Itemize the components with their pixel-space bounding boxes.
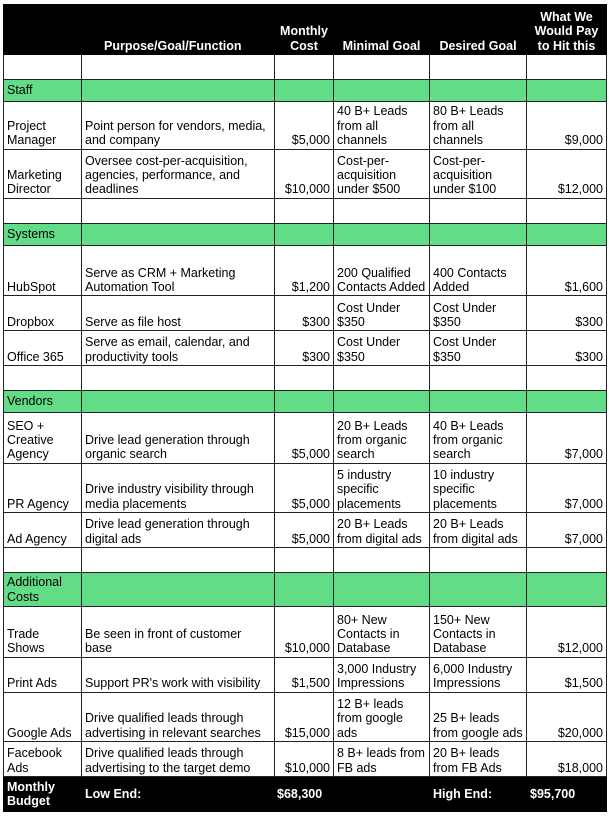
row-desired-goal: 400 Contacts Added — [430, 246, 527, 296]
row-pay-amount: $7,000 — [527, 413, 607, 463]
empty-cell — [334, 366, 430, 391]
empty-cell — [4, 55, 82, 80]
row-monthly-cost: $5,000 — [275, 413, 334, 463]
row-monthly-cost: $5,000 — [275, 463, 334, 512]
section-title: Additional Costs — [4, 572, 82, 607]
empty-cell — [4, 547, 82, 572]
empty-cell — [430, 55, 527, 80]
row-desired-goal: Cost Under $350 — [430, 331, 527, 366]
row-minimal-goal: Cost-per-acquisition under $500 — [334, 149, 430, 198]
footer-low-end-label: Low End: — [82, 776, 275, 811]
row-purpose: Serve as file host — [82, 296, 275, 331]
row-monthly-cost: $5,000 — [275, 102, 334, 149]
empty-cell — [430, 198, 527, 223]
row-desired-goal: 10 industry specific placements — [430, 463, 527, 512]
row-purpose: Drive qualified leads through advertising in relevant searches — [82, 692, 275, 741]
table-row — [4, 657, 607, 692]
spacer-row — [4, 547, 607, 572]
row-pay-amount: $12,000 — [527, 149, 607, 198]
section-fill-cell — [275, 223, 334, 246]
row-minimal-goal: 80+ New Contacts in Database — [334, 607, 430, 657]
empty-cell — [334, 55, 430, 80]
row-monthly-cost: $300 — [275, 331, 334, 366]
section-fill-cell — [527, 572, 607, 607]
row-desired-goal: 20 B+ Leads from digital ads — [430, 513, 527, 548]
section-title: Vendors — [4, 390, 82, 413]
row-desired-goal: 20 B+ leads from FB Ads — [430, 741, 527, 776]
table-body — [4, 55, 607, 812]
row-minimal-goal: 40 B+ Leads from all channels — [334, 102, 430, 149]
section-header-row — [4, 390, 607, 413]
table-row — [4, 413, 607, 463]
empty-cell — [334, 547, 430, 572]
row-purpose: Oversee cost-per-acquisition, agencies, performance, and deadlines — [82, 149, 275, 198]
empty-cell — [275, 547, 334, 572]
row-monthly-cost: $10,000 — [275, 741, 334, 776]
footer-high-end-value: $95,700 — [527, 776, 607, 811]
row-purpose: Be seen in front of customer base — [82, 607, 275, 657]
footer-label: Monthly Budget — [4, 776, 82, 811]
row-monthly-cost: $10,000 — [275, 607, 334, 657]
empty-cell — [430, 366, 527, 391]
row-minimal-goal: 3,000 Industry Impressions — [334, 657, 430, 692]
table-row — [4, 331, 607, 366]
table-row — [4, 741, 607, 776]
section-fill-cell — [334, 390, 430, 413]
row-minimal-goal: 20 B+ Leads from organic search — [334, 413, 430, 463]
empty-cell — [527, 366, 607, 391]
row-purpose: Point person for vendors, media, and company — [82, 102, 275, 149]
empty-cell — [275, 366, 334, 391]
empty-cell — [82, 198, 275, 223]
row-item: Google Ads — [4, 692, 82, 741]
footer-empty-cell — [334, 776, 430, 811]
row-purpose: Support PR's work with visibility — [82, 657, 275, 692]
row-item: Print Ads — [4, 657, 82, 692]
footer-low-end-value: $68,300 — [275, 776, 334, 811]
row-monthly-cost: $5,000 — [275, 513, 334, 548]
table-row — [4, 246, 607, 296]
row-desired-goal: Cost-per-acquisition under $100 — [430, 149, 527, 198]
row-desired-goal: 40 B+ Leads from organic search — [430, 413, 527, 463]
row-minimal-goal: 200 Qualified Contacts Added — [334, 246, 430, 296]
empty-cell — [527, 55, 607, 80]
row-minimal-goal: 12 B+ leads from google ads — [334, 692, 430, 741]
table-row — [4, 513, 607, 548]
section-header-row — [4, 79, 607, 102]
header-desired-goal: Desired Goal — [430, 5, 527, 55]
budget-footer-row — [4, 776, 607, 811]
row-desired-goal: 150+ New Contacts in Database — [430, 607, 527, 657]
row-purpose: Serve as email, calendar, and productivity tools — [82, 331, 275, 366]
section-fill-cell — [82, 390, 275, 413]
section-fill-cell — [334, 223, 430, 246]
header-minimal-goal: Minimal Goal — [334, 5, 430, 55]
empty-cell — [275, 55, 334, 80]
header-purpose: Purpose/Goal/Function — [82, 5, 275, 55]
row-item: Ad Agency — [4, 513, 82, 548]
table-row — [4, 296, 607, 331]
row-monthly-cost: $1,200 — [275, 246, 334, 296]
row-purpose: Drive lead generation through digital ads — [82, 513, 275, 548]
section-fill-cell — [275, 79, 334, 102]
section-fill-cell — [82, 223, 275, 246]
row-pay-amount: $20,000 — [527, 692, 607, 741]
section-fill-cell — [82, 79, 275, 102]
table-row — [4, 607, 607, 657]
row-desired-goal: 25 B+ leads from google ads — [430, 692, 527, 741]
section-fill-cell — [430, 572, 527, 607]
row-purpose: Serve as CRM + Marketing Automation Tool — [82, 246, 275, 296]
section-fill-cell — [527, 79, 607, 102]
row-item: Trade Shows — [4, 607, 82, 657]
row-purpose: Drive qualified leads through advertising to the target demo — [82, 741, 275, 776]
empty-cell — [4, 366, 82, 391]
row-item: SEO + Creative Agency — [4, 413, 82, 463]
section-fill-cell — [275, 572, 334, 607]
row-pay-amount: $9,000 — [527, 102, 607, 149]
row-pay-amount: $7,000 — [527, 513, 607, 548]
row-monthly-cost: $300 — [275, 296, 334, 331]
empty-cell — [82, 55, 275, 80]
empty-cell — [82, 366, 275, 391]
section-fill-cell — [275, 390, 334, 413]
row-monthly-cost: $15,000 — [275, 692, 334, 741]
section-fill-cell — [527, 223, 607, 246]
row-desired-goal: 80 B+ Leads from all channels — [430, 102, 527, 149]
row-minimal-goal: Cost Under $350 — [334, 331, 430, 366]
empty-cell — [430, 547, 527, 572]
footer-high-end-label: High End: — [430, 776, 527, 811]
section-fill-cell — [430, 390, 527, 413]
empty-cell — [275, 198, 334, 223]
row-desired-goal: Cost Under $350 — [430, 296, 527, 331]
row-minimal-goal: 5 industry specific placements — [334, 463, 430, 512]
spacer-row — [4, 198, 607, 223]
section-fill-cell — [82, 572, 275, 607]
spacer-row — [4, 366, 607, 391]
row-minimal-goal: 8 B+ leads from FB ads — [334, 741, 430, 776]
section-fill-cell — [430, 223, 527, 246]
row-purpose: Drive lead generation through organic search — [82, 413, 275, 463]
row-monthly-cost: $10,000 — [275, 149, 334, 198]
section-fill-cell — [430, 79, 527, 102]
section-fill-cell — [334, 572, 430, 607]
table-row — [4, 463, 607, 512]
section-title: Staff — [4, 79, 82, 102]
row-pay-amount: $300 — [527, 296, 607, 331]
header-what-we-would-pay: What We Would Pay to Hit this — [527, 5, 607, 55]
header-monthly-cost: Monthly Cost — [275, 5, 334, 55]
row-purpose: Drive industry visibility through media placements — [82, 463, 275, 512]
empty-cell — [527, 547, 607, 572]
row-desired-goal: 6,000 Industry Impressions — [430, 657, 527, 692]
row-minimal-goal: 20 B+ Leads from digital ads — [334, 513, 430, 548]
row-item: Marketing Director — [4, 149, 82, 198]
row-pay-amount: $7,000 — [527, 463, 607, 512]
row-pay-amount: $12,000 — [527, 607, 607, 657]
row-item: PR Agency — [4, 463, 82, 512]
row-pay-amount: $1,600 — [527, 246, 607, 296]
header-item — [4, 5, 82, 55]
row-item: Project Manager — [4, 102, 82, 149]
row-item: HubSpot — [4, 246, 82, 296]
spacer-row — [4, 55, 607, 80]
row-item: Office 365 — [4, 331, 82, 366]
row-item: Dropbox — [4, 296, 82, 331]
row-item: Facebook Ads — [4, 741, 82, 776]
table-row — [4, 149, 607, 198]
row-minimal-goal: Cost Under $350 — [334, 296, 430, 331]
empty-cell — [527, 198, 607, 223]
section-title: Systems — [4, 223, 82, 246]
empty-cell — [334, 198, 430, 223]
empty-cell — [82, 547, 275, 572]
header-row — [4, 5, 607, 55]
table-row — [4, 692, 607, 741]
empty-cell — [4, 198, 82, 223]
row-monthly-cost: $1,500 — [275, 657, 334, 692]
marketing-budget-table — [3, 4, 607, 812]
section-header-row — [4, 572, 607, 607]
section-header-row — [4, 223, 607, 246]
section-fill-cell — [527, 390, 607, 413]
row-pay-amount: $1,500 — [527, 657, 607, 692]
row-pay-amount: $300 — [527, 331, 607, 366]
row-pay-amount: $18,000 — [527, 741, 607, 776]
table-row — [4, 102, 607, 149]
section-fill-cell — [334, 79, 430, 102]
